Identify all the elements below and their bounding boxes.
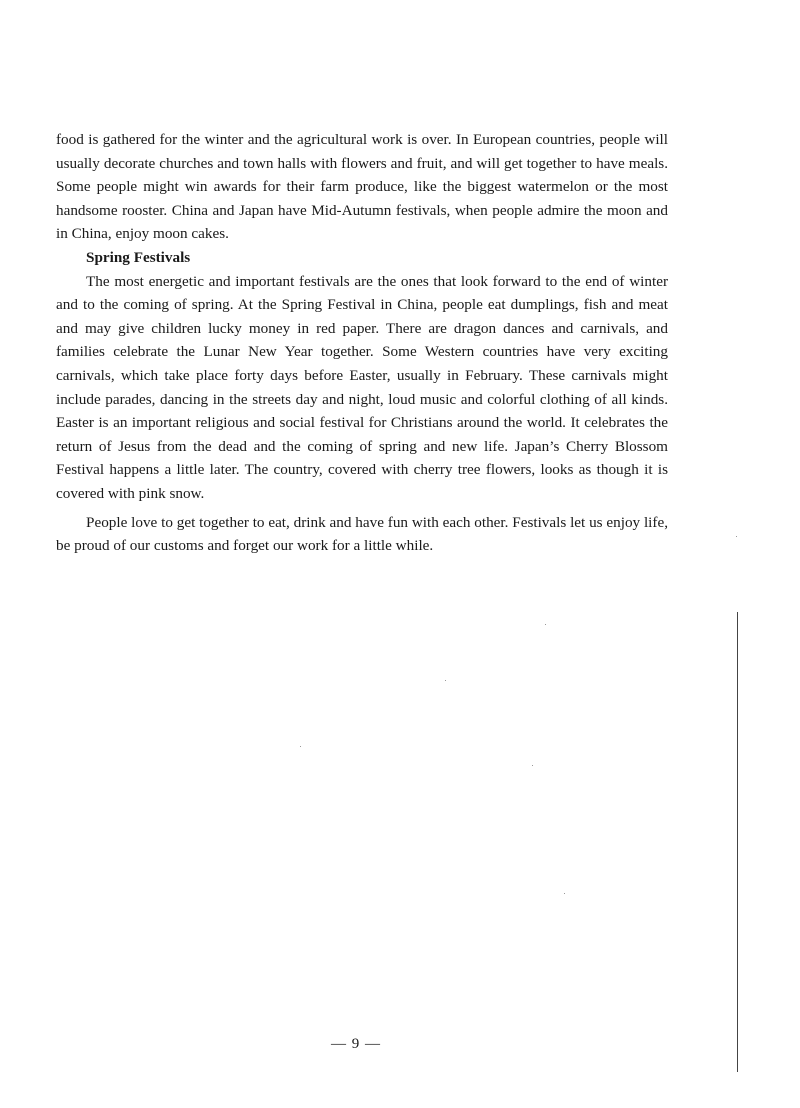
scan-speck xyxy=(564,893,565,894)
scan-speck xyxy=(736,536,737,537)
scan-speck xyxy=(445,680,446,681)
section-heading-spring-festivals: Spring Festivals xyxy=(86,248,191,266)
page-number: — 9 — xyxy=(331,1036,381,1052)
scan-speck xyxy=(300,746,301,747)
scan-speck xyxy=(545,624,546,625)
scan-margin-line xyxy=(737,612,738,1072)
paragraph-harvest-continued: food is gathered for the winter and the agricultural work is over. In European countries, people will usually decorate churches and town halls with flowers and fruit, and will get together to have meals. Some people might win awards for their farm produce, like the biggest watermelon or the most handsome rooster. China and Japan have Mid-Autumn festivals, when people admire the moon and in China, enjoy moon cakes. xyxy=(56,131,668,243)
paragraph-spring-festivals: The most energetic and important festivals are the ones that look forward to the end of winter and to the coming of spring. At the Spring Festival in China, people eat dumplings, fish and meat and may give children lucky money in red paper. There are dragon dances and carnivals, and families celebrate the Lunar New Year together. Some Western countries have very exciting carnivals, which take place forty days before Easter, usually in February. These carnivals might include parades, dancing in the streets day and night, loud music and colorful clothing of all kinds. Easter is an important religious and social festival for Christians around the world. It celebrates the return of Jesus from the dead and the coming of spring and new life. Japan’s Cherry Blossom Festival happens a little later. The country, covered with cherry tree flowers, looks as though it is covered with pink snow. xyxy=(56,272,668,502)
paragraph-conclusion: People love to get together to eat, drink and have fun with each other. Festivals let us enjoy life, be proud of our customs and forget our work for a little while. xyxy=(56,513,668,555)
scan-speck xyxy=(532,765,533,766)
document-body xyxy=(56,128,668,558)
